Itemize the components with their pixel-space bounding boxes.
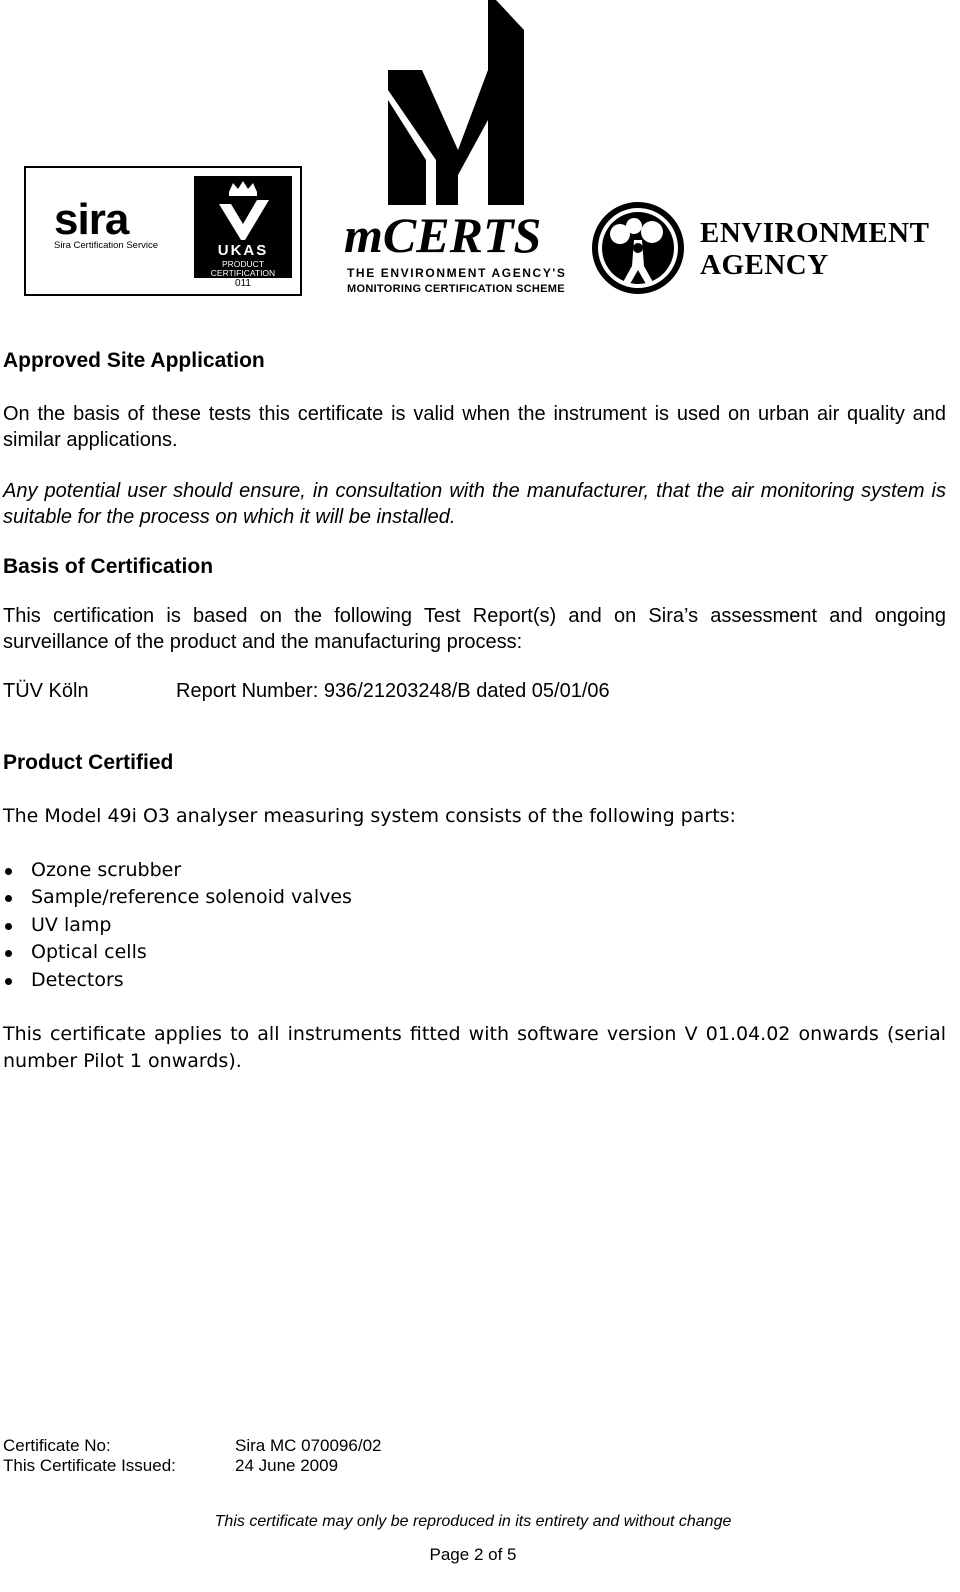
bullet-icon [5, 895, 12, 902]
approved-site-heading: Approved Site Application [3, 349, 265, 372]
product-intro: The Model 49i O3 analyser measuring system consists of the following parts: [3, 805, 736, 827]
mcerts-tagline-1: THE ENVIRONMENT AGENCY'S [347, 266, 567, 280]
ukas-line-product: PRODUCT [221, 259, 265, 269]
part-label: Ozone scrubber [31, 859, 182, 881]
issued-label: This Certificate Issued: [3, 1456, 176, 1475]
mcerts-tagline-2: MONITORING CERTIFICATION SCHEME [347, 283, 565, 295]
certificate-no-value: Sira MC 070096/02 [235, 1436, 382, 1455]
bullet-icon [5, 978, 12, 985]
crown-tick-icon [213, 180, 273, 242]
bullet-icon [5, 868, 12, 875]
ukas-badge [194, 176, 292, 288]
ukas-line-certification: CERTIFICATION [210, 268, 276, 278]
sira-ukas-logo [24, 166, 302, 296]
environment-agency-line-1: ENVIRONMENT [700, 217, 930, 249]
mcerts-chevron-logo [388, 0, 528, 210]
basis-paragraph: This certification is based on the following Test Report(s) and on Sira’s assessment and ongoing surveillance of the product and the manufacturing process: [3, 605, 946, 653]
sira-subtitle: Sira Certification Service [54, 240, 159, 251]
part-label: UV lamp [31, 913, 112, 936]
report-detail: Report Number: 936/21203248/B dated 05/01/06 [176, 680, 610, 702]
approved-site-paragraph-2: Any potential user should ensure, in consultation with the manufacturer, that the air monitoring system is suitable for the process on which it will be installed. [3, 480, 946, 528]
ukas-number: 011 [194, 278, 292, 290]
certificate-no-label: Certificate No: [3, 1436, 111, 1455]
environment-agency-line-2: AGENCY [700, 249, 829, 281]
part-label: Sample/reference solenoid valves [31, 886, 352, 909]
ukas-title: UKAS [217, 242, 269, 259]
software-applies-paragraph: This certificate applies to all instruments fitted with software version V 01.04.02 onwards (serial number Pilot 1 onwards). [3, 1023, 946, 1072]
bullet-icon [5, 950, 12, 957]
product-heading: Product Certified [3, 751, 174, 774]
environment-agency-tree-icon [590, 200, 686, 296]
issued-value: 24 June 2009 [235, 1456, 339, 1475]
bullet-icon [5, 923, 12, 930]
basis-heading: Basis of Certification [3, 555, 214, 578]
reproduction-disclaimer: This certificate may only be reproduced in its entirety and without change [214, 1513, 732, 1530]
sira-wordmark: sira [54, 195, 129, 244]
page-number: Page 2 of 5 [429, 1545, 517, 1564]
report-lab: TÜV Köln [3, 680, 89, 702]
approved-site-paragraph-1: On the basis of these tests this certificate is valid when the instrument is used on urban air quality and similar applications. [3, 403, 946, 451]
part-label: Optical cells [31, 941, 147, 964]
part-label: Detectors [31, 968, 124, 991]
mcerts-wordmark: mCERTS [344, 207, 542, 263]
